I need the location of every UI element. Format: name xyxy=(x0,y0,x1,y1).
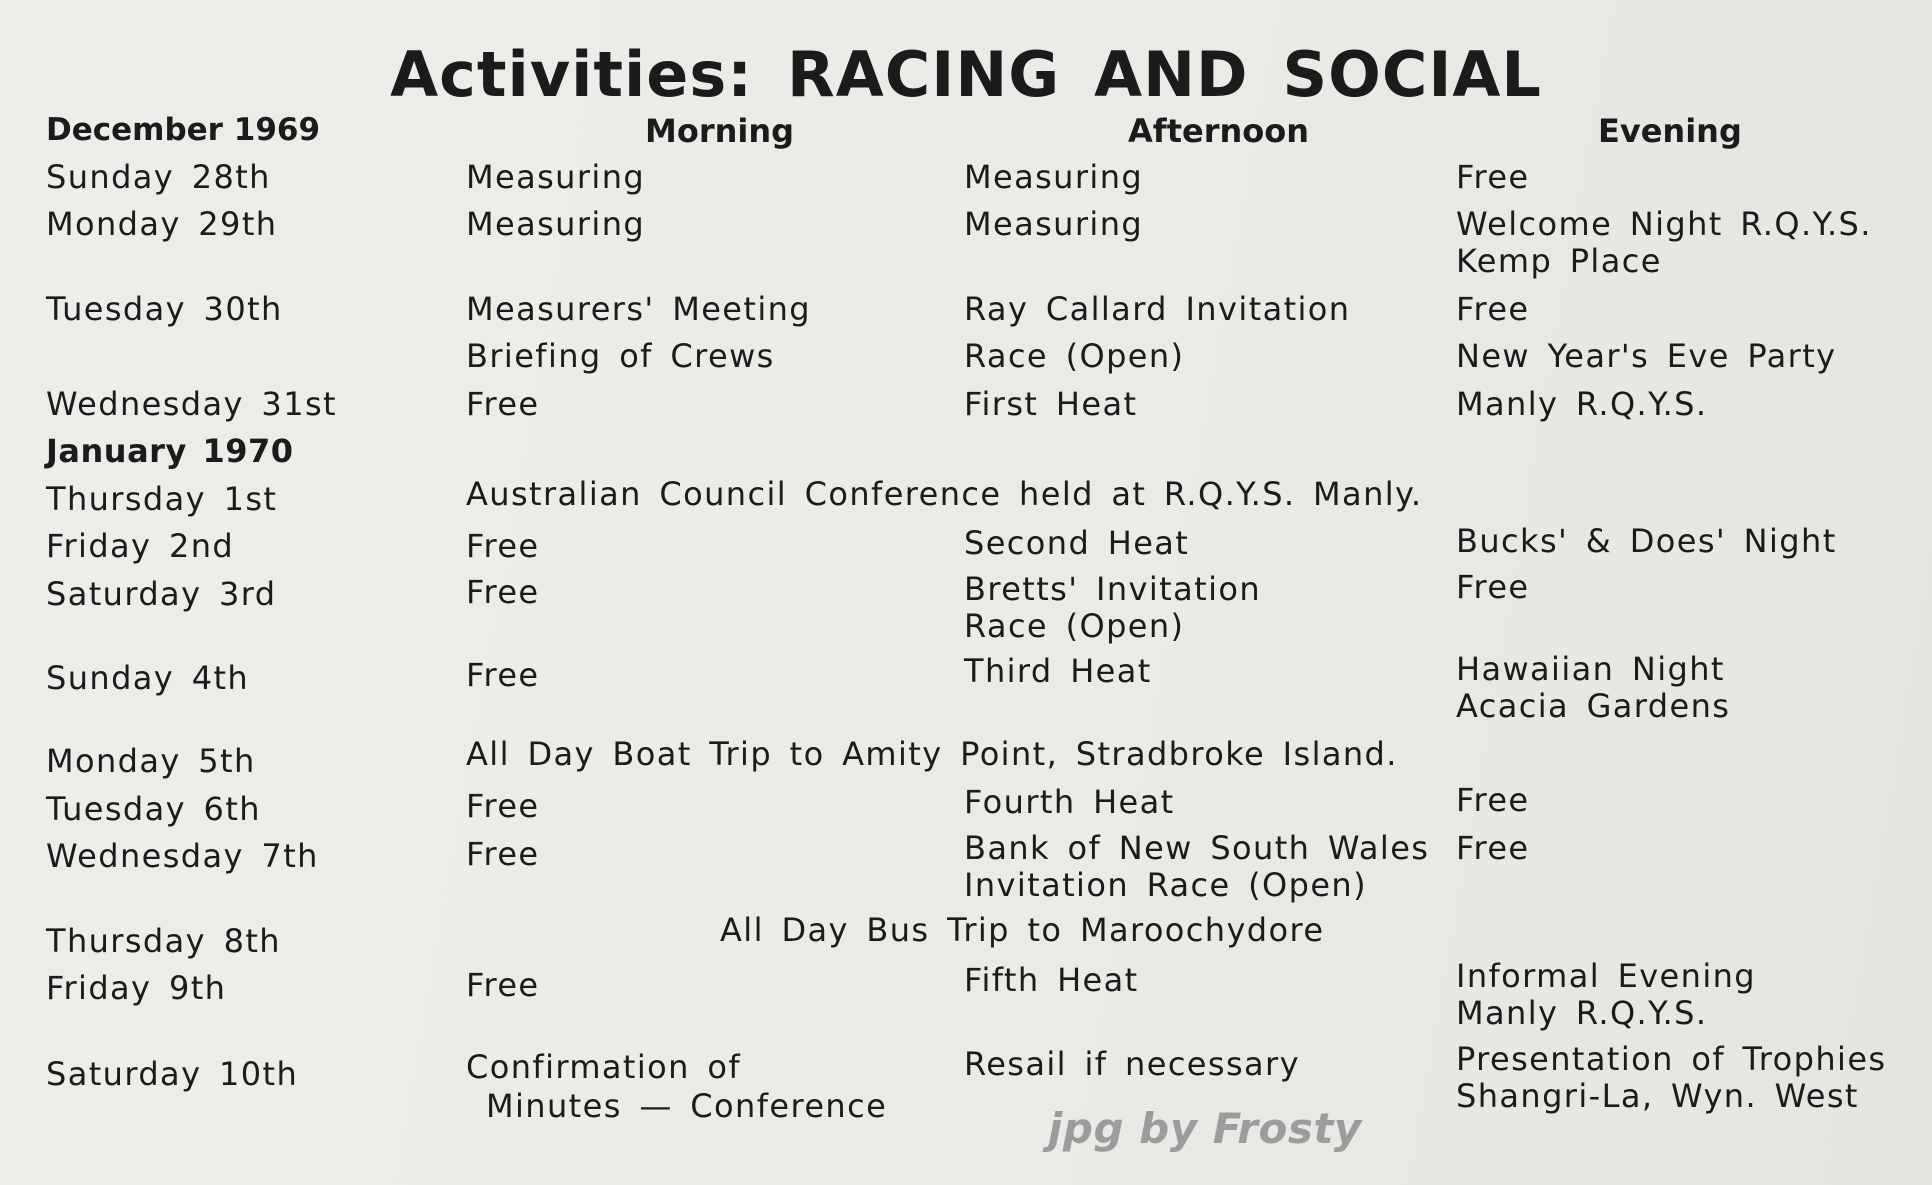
column-header-morning: Morning xyxy=(645,112,795,150)
row-evening: Bucks' & Does' Night xyxy=(1456,522,1837,560)
row-day: Friday 2nd xyxy=(46,527,235,565)
row-afternoon: First Heat xyxy=(964,385,1138,423)
column-header-evening: Evening xyxy=(1598,112,1742,150)
row-evening-line-2: Kemp Place xyxy=(1456,242,1662,280)
row-afternoon-line-2: Race (Open) xyxy=(964,337,1185,375)
row-afternoon: Third Heat xyxy=(964,652,1152,690)
row-afternoon: Second Heat xyxy=(964,524,1190,562)
row-evening: Free xyxy=(1456,290,1530,328)
row-evening: Free xyxy=(1456,568,1530,606)
row-day: Wednesday 31st xyxy=(46,385,337,423)
row-span-note: All Day Bus Trip to Maroochydore xyxy=(720,911,1325,949)
row-evening: Free xyxy=(1456,829,1530,867)
row-day: Monday 29th xyxy=(46,205,278,243)
row-day: Friday 9th xyxy=(46,969,227,1007)
row-evening-line-2: Acacia Gardens xyxy=(1456,687,1731,725)
title-part-2: RACING xyxy=(787,38,1061,111)
row-evening: Hawaiian Night xyxy=(1456,650,1725,688)
row-morning-line-2: Briefing of Crews xyxy=(466,337,775,375)
title-part-3: AND xyxy=(1094,38,1249,111)
row-day: Sunday 4th xyxy=(46,659,250,697)
row-afternoon-line-2: Race (Open) xyxy=(964,607,1185,645)
page-title xyxy=(0,38,1932,111)
row-evening-line-2: Shangri-La, Wyn. West xyxy=(1456,1077,1859,1115)
row-morning: Confirmation of xyxy=(466,1048,742,1086)
row-day: Monday 5th xyxy=(46,742,256,780)
month-header-january: January 1970 xyxy=(46,432,294,470)
row-afternoon: Resail if necessary xyxy=(964,1045,1300,1083)
row-afternoon: Fifth Heat xyxy=(964,961,1139,999)
row-afternoon: Fourth Heat xyxy=(964,783,1175,821)
title-part-1: Activities: xyxy=(390,38,754,111)
row-day: Wednesday 7th xyxy=(46,837,319,875)
row-morning: Measuring xyxy=(466,205,646,243)
row-evening: Manly R.Q.Y.S. xyxy=(1456,385,1708,423)
row-evening: Presentation of Trophies xyxy=(1456,1040,1887,1078)
row-morning: Free xyxy=(466,656,540,694)
row-day: Tuesday 30th xyxy=(46,290,283,328)
row-evening: Free xyxy=(1456,158,1530,196)
row-afternoon-line-2: Invitation Race (Open) xyxy=(964,866,1368,904)
row-morning: Measuring xyxy=(466,158,646,196)
row-afternoon: Ray Callard Invitation xyxy=(964,290,1351,328)
row-morning: Free xyxy=(466,787,540,825)
row-afternoon: Bretts' Invitation xyxy=(964,570,1262,608)
month-header-december: December 1969 xyxy=(46,112,321,148)
row-evening: Welcome Night R.Q.Y.S. xyxy=(1456,205,1872,243)
row-afternoon: Bank of New South Wales xyxy=(964,829,1430,867)
row-afternoon: Measuring xyxy=(964,205,1144,243)
row-evening-line-2: New Year's Eve Party xyxy=(1456,337,1837,375)
row-day: Saturday 10th xyxy=(46,1055,299,1093)
row-morning: Free xyxy=(466,385,540,423)
row-day: Saturday 3rd xyxy=(46,575,277,613)
row-evening: Free xyxy=(1456,781,1530,819)
row-evening-line-2: Manly R.Q.Y.S. xyxy=(1456,994,1708,1032)
row-morning: Free xyxy=(466,835,540,873)
watermark: jpg by Frosty xyxy=(1048,1104,1362,1153)
row-day: Thursday 1st xyxy=(46,480,278,518)
row-afternoon: Measuring xyxy=(964,158,1144,196)
row-morning: Measurers' Meeting xyxy=(466,290,812,328)
row-span-note: Australian Council Conference held at R.Q.Y.S. Manly. xyxy=(466,475,1423,513)
row-day: Thursday 8th xyxy=(46,922,281,960)
row-morning: Free xyxy=(466,966,540,1004)
row-day: Tuesday 6th xyxy=(46,790,261,828)
row-morning: Free xyxy=(466,573,540,611)
column-header-afternoon: Afternoon xyxy=(1128,112,1309,150)
row-morning-line-2: Minutes — Conference xyxy=(486,1087,888,1125)
row-morning: Free xyxy=(466,527,540,565)
row-evening: Informal Evening xyxy=(1456,957,1757,995)
row-span-note: All Day Boat Trip to Amity Point, Stradbroke Island. xyxy=(466,735,1398,773)
title-part-4: SOCIAL xyxy=(1282,38,1542,111)
row-day: Sunday 28th xyxy=(46,158,271,196)
